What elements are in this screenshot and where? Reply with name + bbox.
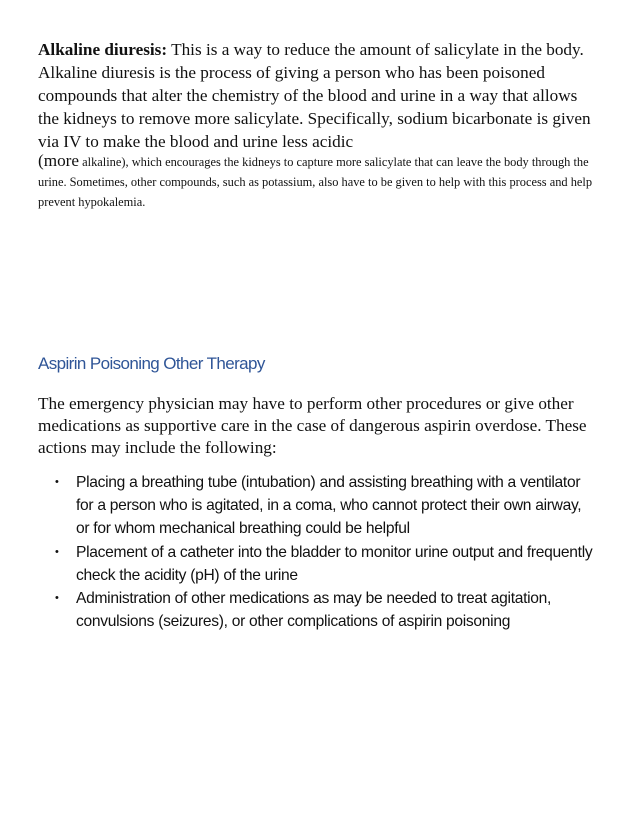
bullet-icon: • <box>55 592 59 605</box>
therapy-bullet-list <box>38 471 598 633</box>
alkaline-diuresis-paragraph <box>38 38 600 153</box>
bullet-icon: • <box>55 476 59 488</box>
list-item-text: Placing a breathing tube (intubation) and assisting breathing with a ventilator for a person who is agitated, in a coma, who cannot protect their own airway, or for whom mechanical breathing could be helpful <box>76 474 582 538</box>
bullet-icon: • <box>55 545 59 558</box>
list-item <box>38 471 598 541</box>
alkaline-diuresis-term: Alkaline diuresis: <box>38 40 168 59</box>
list-item-text: Administration of other medications as may be needed to treat agitation, convulsions (seizures), or other complications of aspirin poisoning <box>76 590 552 631</box>
list-item <box>38 587 598 633</box>
alkaline-diuresis-small-text: alkaline), which encourages the kidneys to capture more salicylate that can leave the body through the urine. Sometimes, other compounds, such as potassium, also have to be given to help with this process and help prevent hypokalemia. <box>38 155 593 209</box>
list-item <box>38 541 598 587</box>
list-item-text: Placement of a catheter into the bladder to monitor urine output and frequently check the acidity (pH) of the urine <box>76 543 593 584</box>
alkaline-diuresis-text: This is a way to reduce the amount of salicylate in the body. Alkaline diuresis is the process of giving a person who has been poisoned compounds that alter the chemistry of the blood and urine in a way that allows the kidneys to remove more salicylate. Specifically, sodium bicarbonate is given via IV to make the blood and urine less acidic <box>38 40 591 151</box>
alkaline-diuresis-continuation <box>38 151 600 212</box>
alkaline-diuresis-open-paren: (more <box>38 151 80 170</box>
other-therapy-intro: The emergency physician may have to perform other procedures or give other medications as supportive care in the case of dangerous aspirin overdose. These actions may include the following: <box>38 394 587 457</box>
section-heading: Aspirin Poisoning Other Therapy <box>38 354 265 373</box>
